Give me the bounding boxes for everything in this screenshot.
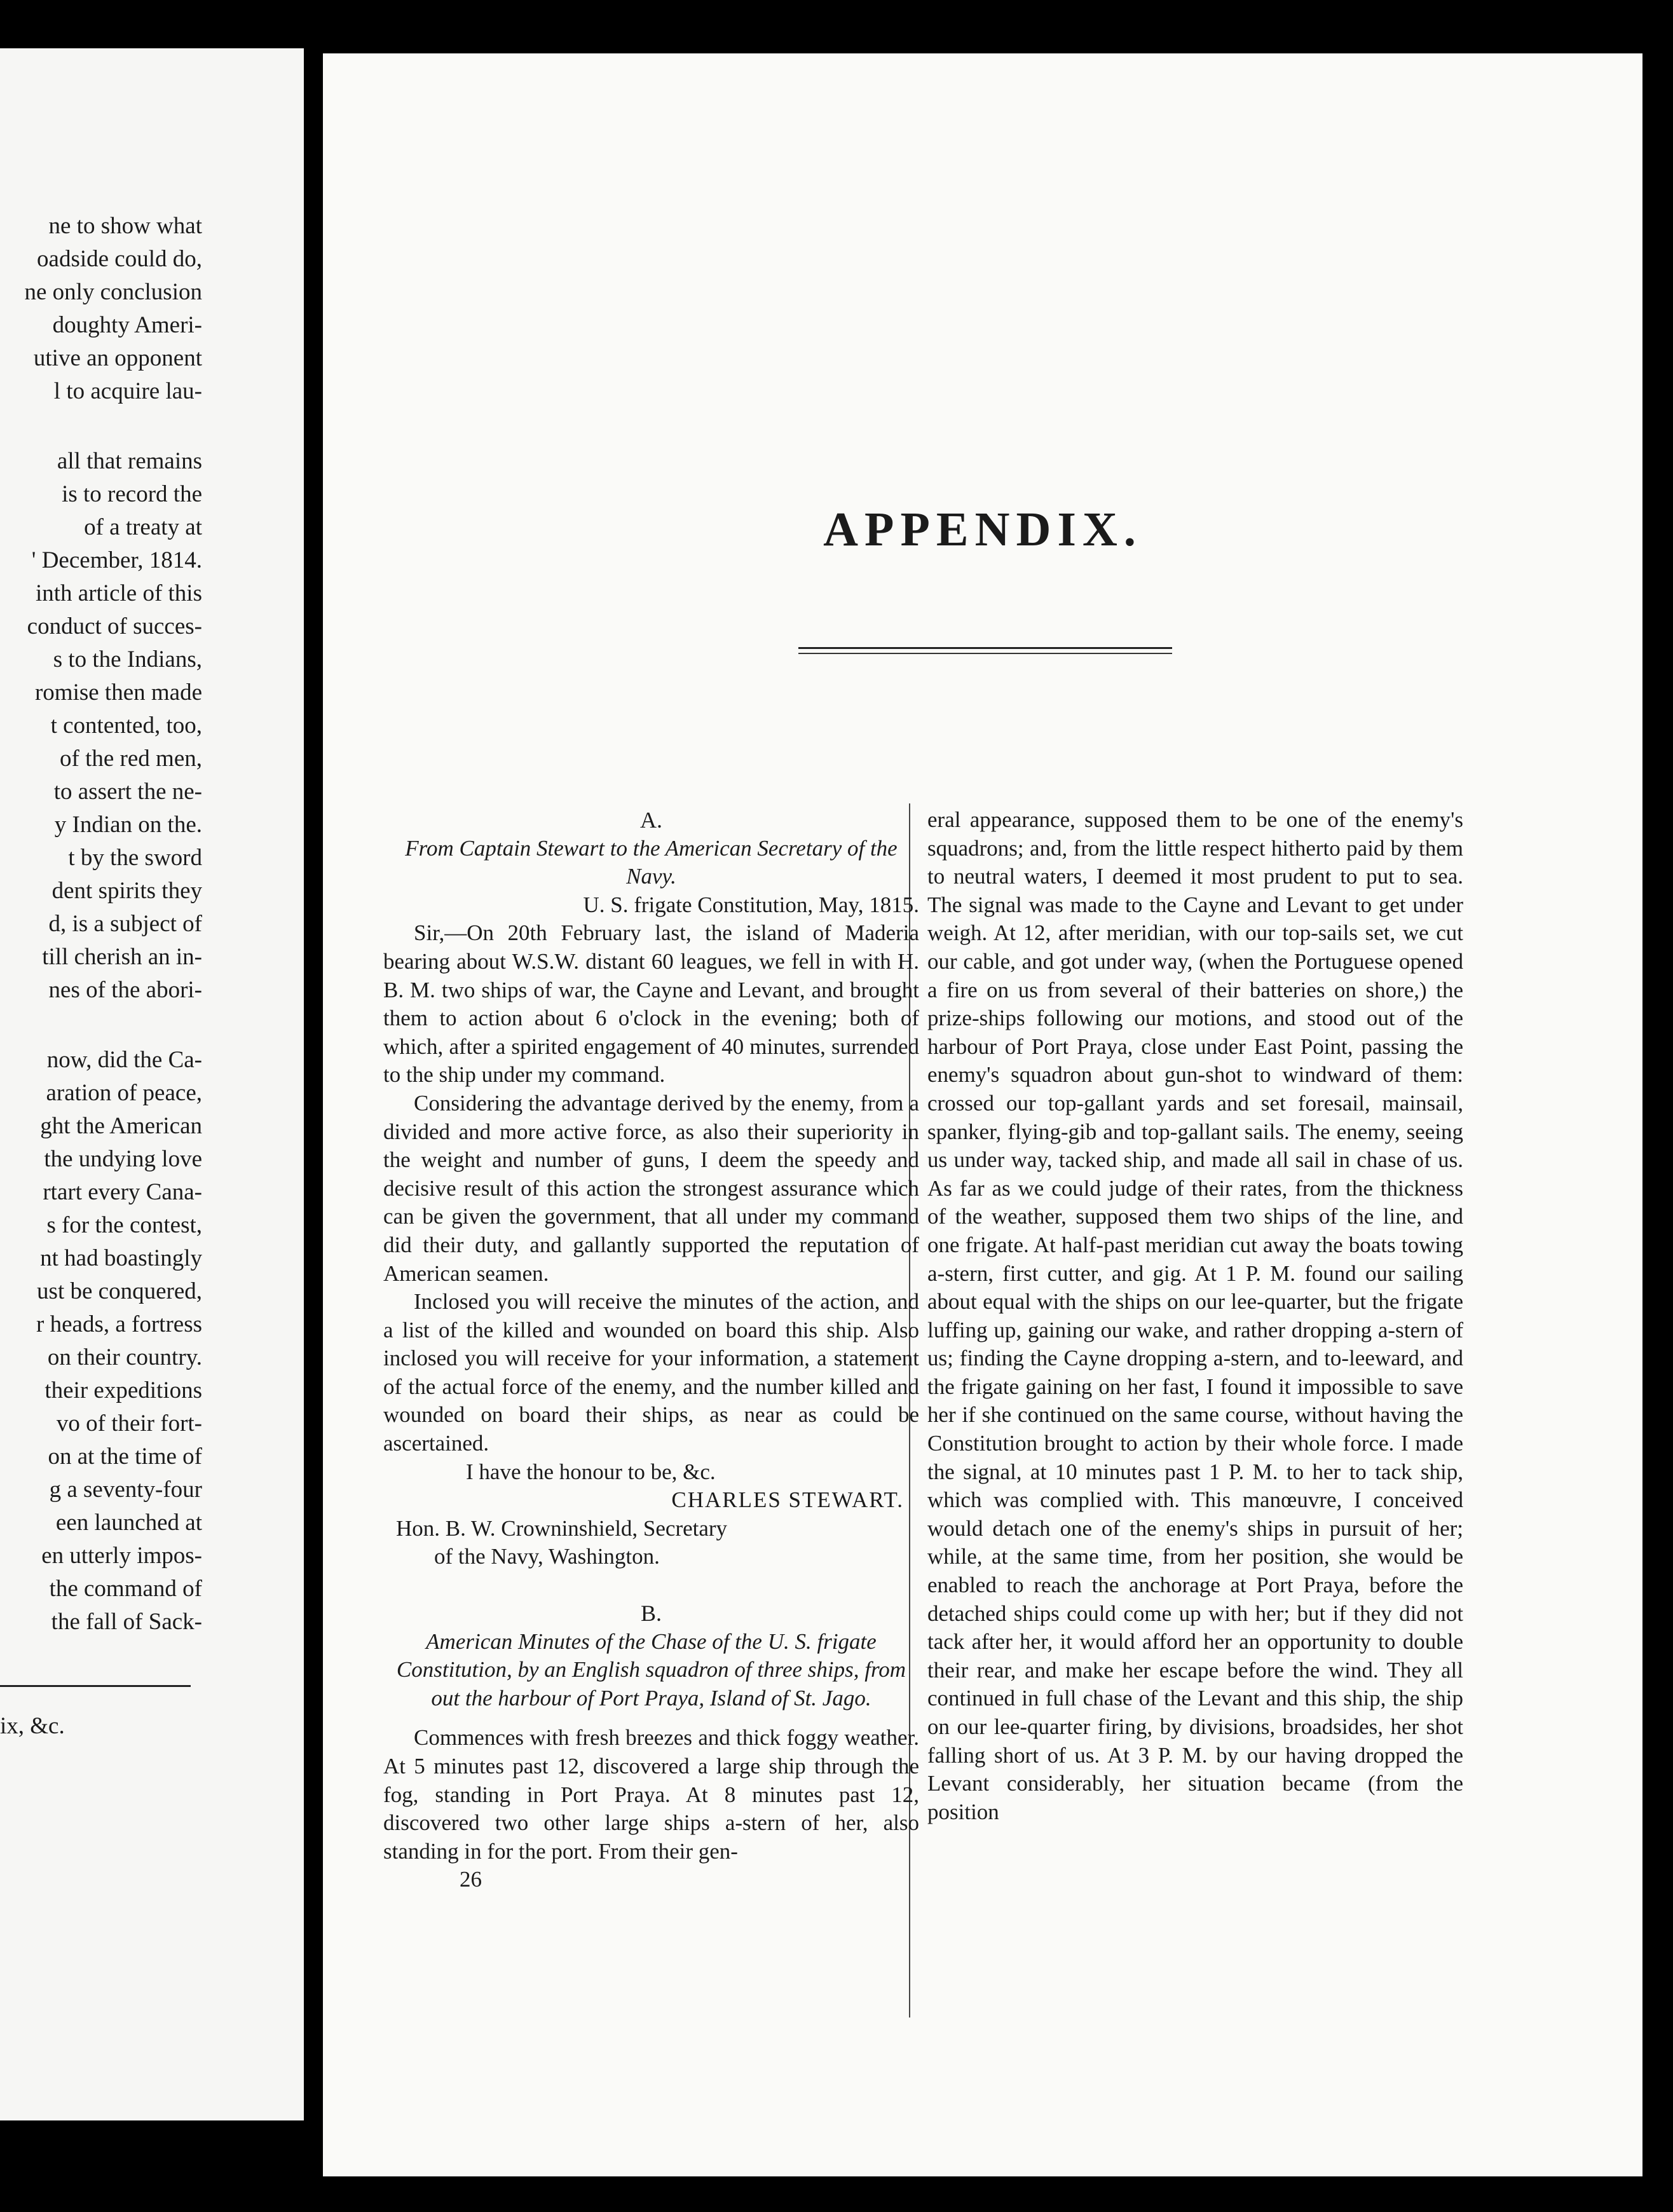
section-a-addressee-1: Hon. B. W. Crowninshield, Secretary	[396, 1515, 728, 1541]
previous-page-line: s to the Indians,	[53, 646, 202, 672]
previous-page-line: ust be conquered,	[37, 1278, 202, 1304]
section-a-dateline: U. S. frigate Constitution, May, 1815.	[583, 892, 919, 917]
section-a-letter: A.	[640, 807, 662, 833]
previous-page-line: een launched at	[55, 1510, 202, 1536]
previous-page-line: g a seventy-four	[49, 1477, 202, 1503]
previous-page-line: the fall of Sack-	[51, 1609, 202, 1635]
previous-page-line: till cherish an in-	[42, 944, 202, 970]
left-column	[383, 806, 919, 1894]
previous-page-line: t by the sword	[68, 845, 202, 871]
previous-page-line: nes of the abori-	[48, 977, 202, 1003]
previous-page-line: all that remains	[57, 448, 202, 474]
previous-page-line: now, did the Ca-	[46, 1047, 202, 1073]
section-a-addressee-2: of the Navy, Washington.	[434, 1544, 660, 1569]
previous-page-line: of the red men,	[60, 746, 202, 772]
previous-page-line: vo of their fort-	[56, 1410, 202, 1437]
previous-page-line: the command of	[49, 1576, 202, 1602]
previous-page-line: ne only conclusion	[24, 279, 202, 305]
previous-page-line: the undying love	[44, 1146, 202, 1172]
section-a-heading: From Captain Stewart to the American Secretary of the Navy.	[405, 835, 898, 889]
previous-page-line: t contented, too,	[50, 713, 202, 739]
previous-page-line: s for the contest,	[46, 1212, 202, 1238]
section-a-paragraph-2: Considering the advantage derived by the enemy, from a divided and more active force, as also their superiority in the weight and number of guns, I deem the speedy and decisive result of this action the strongest assurance which can be given the government, that all under my command did their duty, and gallantly supported the reputation of American seamen.	[383, 1090, 919, 1286]
previous-page-line: rtart every Cana-	[43, 1179, 202, 1205]
previous-page	[0, 48, 304, 2120]
previous-page-line: nt had boastingly	[40, 1245, 202, 1271]
previous-page-line: ght the American	[40, 1113, 202, 1139]
previous-page-line: y Indian on the.	[54, 812, 202, 838]
right-column-text: eral appearance, supposed them to be one of the enemy's squadrons; and, from the little respect hitherto paid by them to neutral waters, I deemed it most prudent to put to sea. The signal was made to the Cayne and Levant to get under weigh. At 12, after meridian, with our top-sails set, we cut our cable, and got under way, (when the Portuguese opened a fire on us from several of their batteries on shore,) the prize-ships following our motions, and stood out of the harbour of Port Praya, close under East Point, passing the enemy's squadron about gun-shot to windward of them: crossed our top-gallant yards and set foresail, mainsail, spanker, flying-gib and top-gallant sails. The enemy, seeing us under way, tacked ship, and made all sail in chase of us. As far as we could judge of their rates, from the thickness of the weather, supposed them two ships of the line, and one frigate. At half-past meridian cut away the boats towing a-stern, first cutter, and gig. At 1 P. M. found our sailing about equal with the ships on our lee-quarter, but the frigate luffing up, gaining our wake, and rather dropping a-stern of us; finding the Cayne dropping a-stern, and to-leeward, and the frigate gaining on her fast, I found it impossible to save her if she continued on the same course, without having the Constitution brought to action by their whole force. I made the signal, at 10 minutes past 1 P. M. to her to tack ship, which was complied with. This manœuvre, I conceived would detach one of the enemy's ships in pursuit of her; while, at the same time, from her position, she would be enabled to reach the anchorage at Port Praya, before the detached ships could come up with her; but if they did not tack after her, it would afford her an opportunity to double their rear, and make her escape before the wind. They all continued in full chase of the Levant and this ship, the ship on our lee-quarter firing, by divisions, broadsides, her shot falling short of us. At 3 P. M. by our having dropped the Levant considerably, her situation became (from the position	[927, 807, 1463, 1824]
page-title: APPENDIX.	[823, 503, 1142, 556]
previous-page-line: on their country.	[47, 1344, 202, 1370]
section-b-letter: B.	[640, 1601, 662, 1627]
section-b-heading: American Minutes of the Chase of the U. S. frigate Constitution, by an English squadron of three ships, from out the harbour of Port Praya, Island of St. Jago.	[396, 1628, 906, 1710]
previous-page-rule	[0, 1685, 191, 1687]
previous-page-line: their expeditions	[44, 1377, 202, 1403]
previous-page-line: ne to show what	[48, 213, 202, 239]
previous-page-line: d, is a subject of	[48, 911, 202, 937]
previous-page-line: on at the time of	[48, 1444, 202, 1470]
previous-page-line: inth article of this	[35, 580, 202, 606]
previous-page-line: r heads, a fortress	[36, 1311, 202, 1337]
page-number: 26	[460, 1867, 482, 1892]
previous-page-line: l to acquire lau-	[53, 378, 202, 404]
previous-page-line: of a treaty at	[84, 514, 202, 540]
previous-page-line: utive an opponent	[33, 345, 202, 371]
section-b-paragraph-1: Commences with fresh breezes and thick foggy weather. At 5 minutes past 12, discovered a large ship through the fog, standing in Port Praya. At 8 minutes past 12, discovered two other large ships a-stern of her, also standing in for the port. From their gen-	[383, 1725, 919, 1864]
previous-page-line: conduct of succes-	[27, 613, 202, 639]
previous-page-line: ix, &c.	[0, 1713, 65, 1739]
previous-page-line: is to record the	[62, 481, 202, 507]
previous-page-line: romise then made	[34, 679, 202, 706]
section-a-signature: CHARLES STEWART.	[671, 1487, 904, 1513]
previous-page-line: doughty Ameri-	[52, 312, 202, 338]
previous-page-line: oadside could do,	[37, 246, 202, 272]
title-ornament-rule	[798, 647, 1172, 654]
section-a-closing: I have the honour to be, &c.	[466, 1459, 716, 1484]
section-a-paragraph-1: Sir,—On 20th February last, the island of Maderia bearing about W.S.W. distant 60 leagues, we fell in with H. B. M. two ships of war, the Cayne and Levant, and brought them to action about 6 o'clock in the evening; both of which, after a spirited engagement of 40 minutes, surrended to the ship under my command.	[383, 920, 919, 1088]
page	[323, 53, 1642, 2176]
previous-page-line: to assert the ne-	[53, 779, 202, 805]
previous-page-line: dent spirits they	[51, 878, 202, 904]
previous-page-line: en utterly impos-	[41, 1543, 202, 1569]
section-a-paragraph-3: Inclosed you will receive the minutes of the action, and a list of the killed and wounded on board this ship. Also inclosed you will receive for your information, a statement of the actual force of the enemy, and the number killed and wounded on board their ships, as near as could be ascertained.	[383, 1289, 919, 1456]
previous-page-line: ' December, 1814.	[31, 547, 202, 573]
previous-page-line: aration of peace,	[46, 1080, 202, 1106]
right-column	[927, 806, 1463, 1826]
